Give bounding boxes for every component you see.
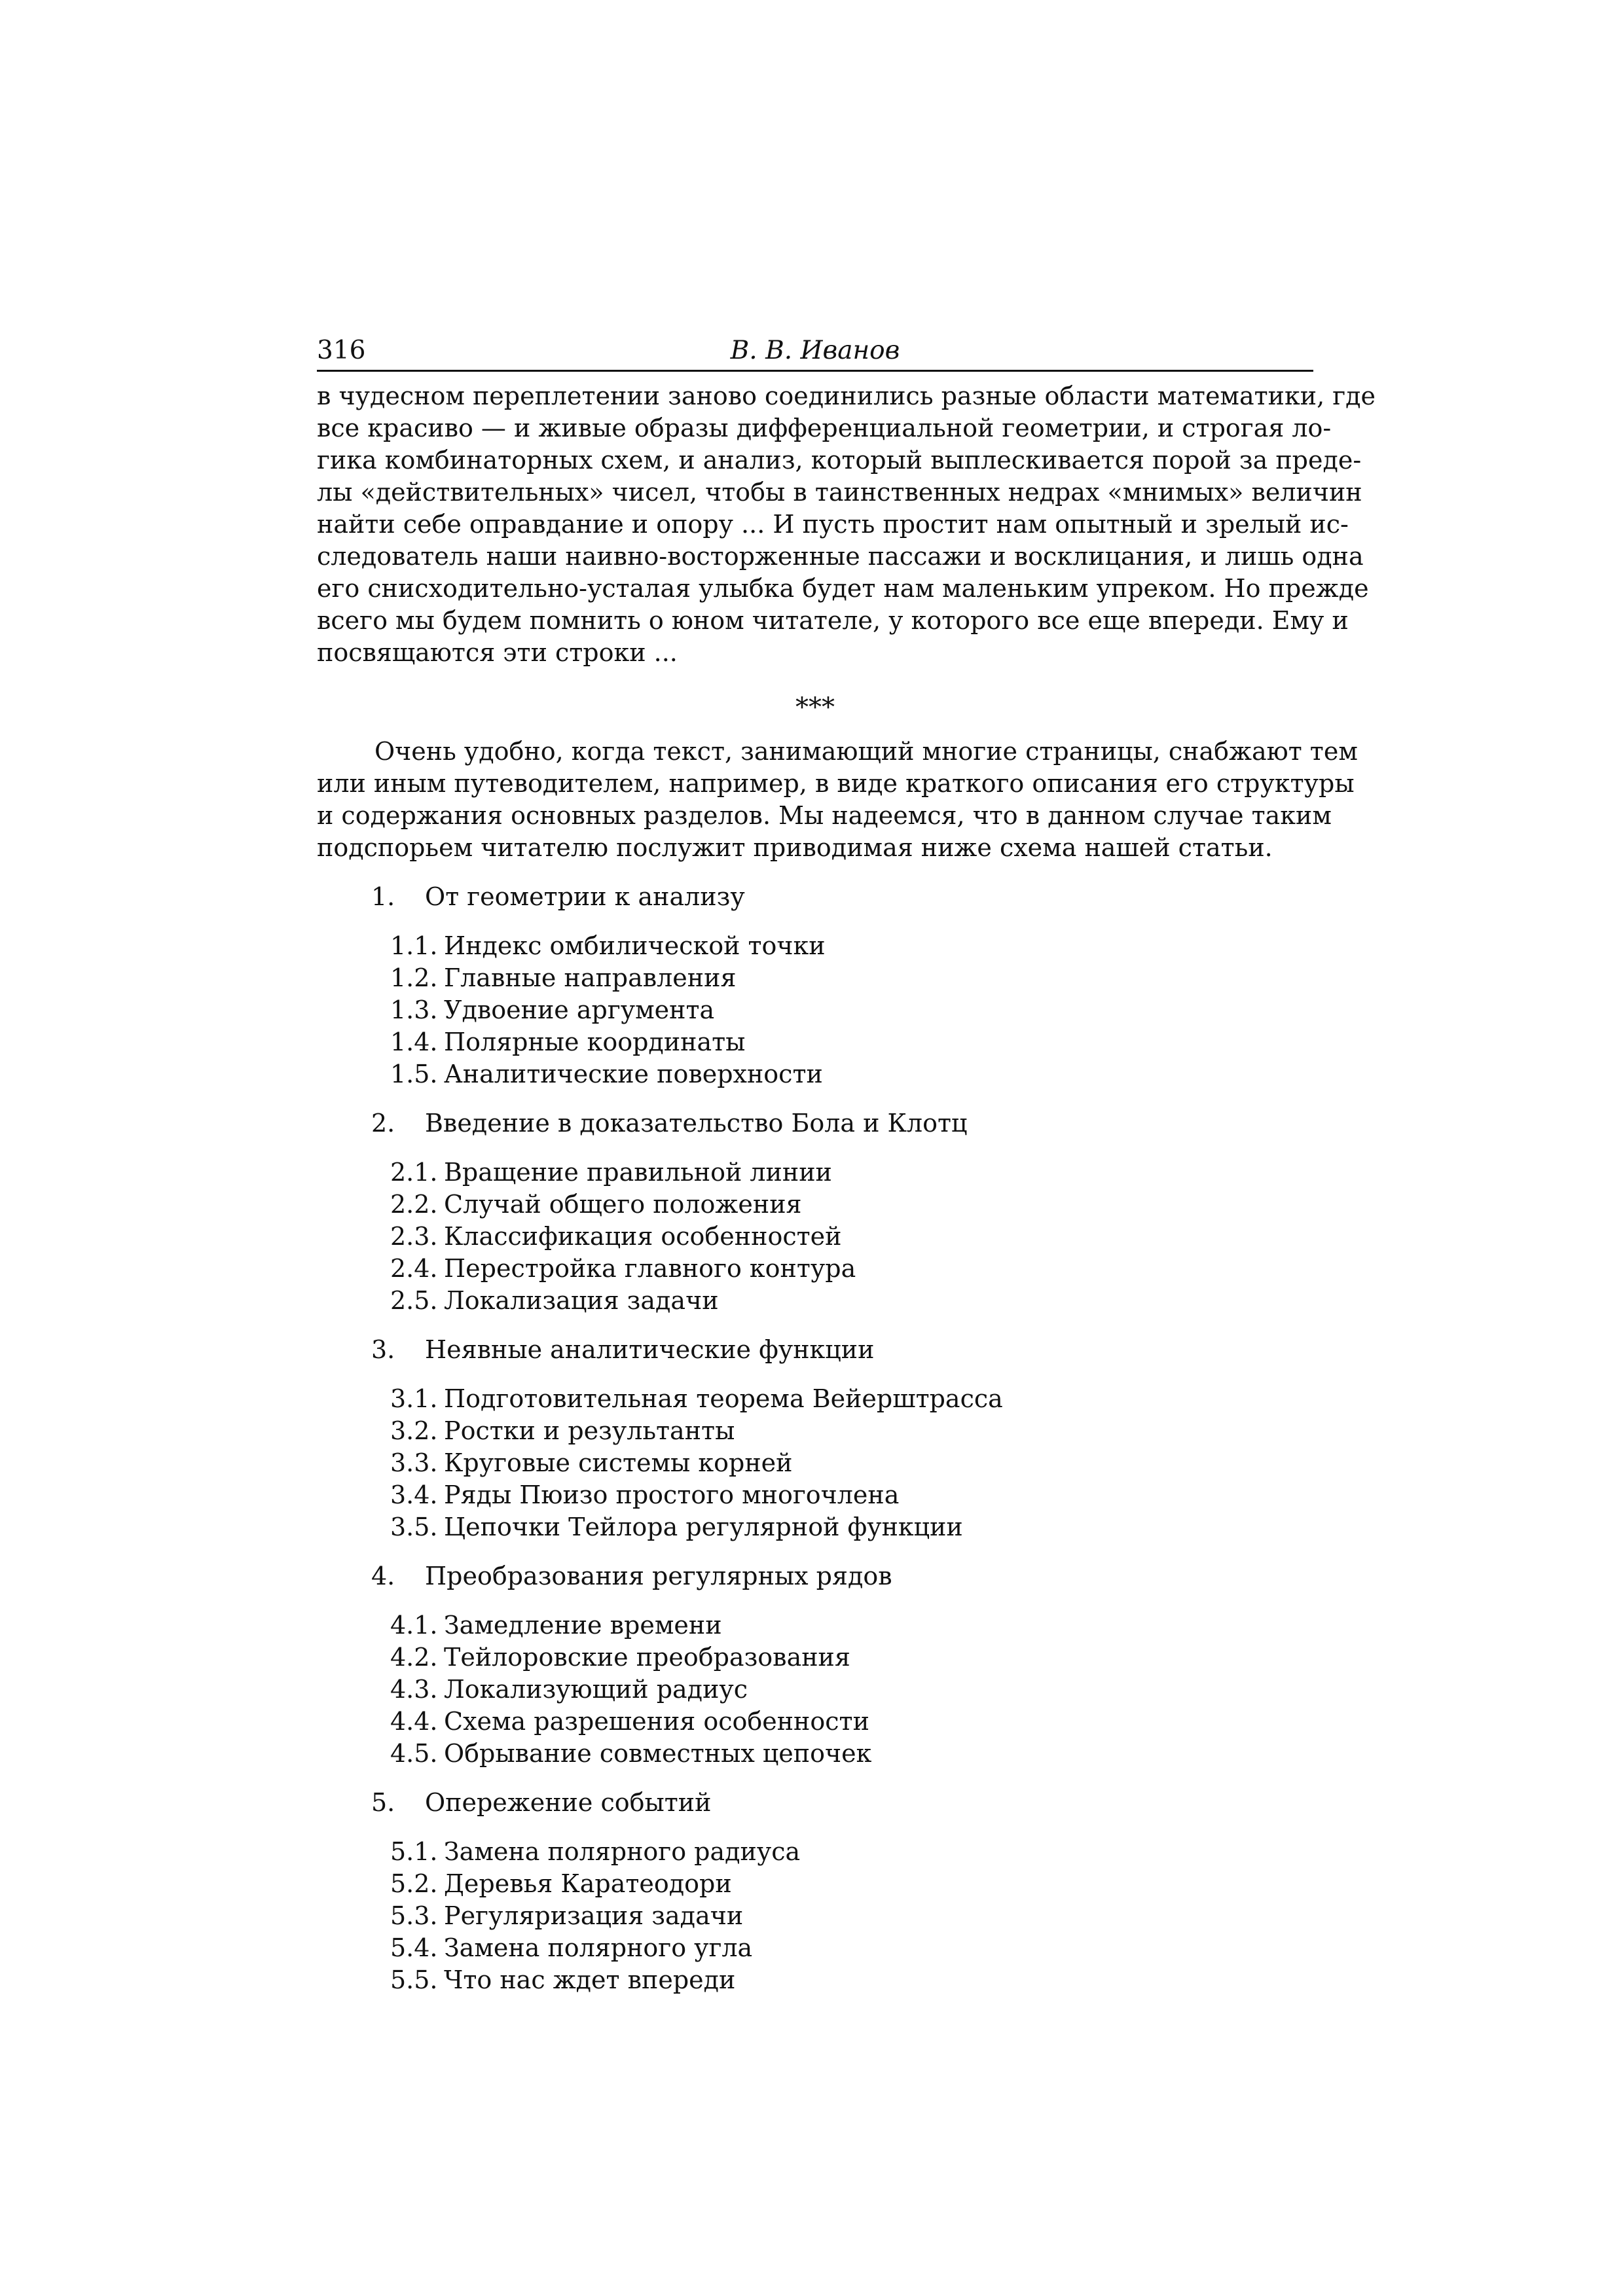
section-title: Преобразования регулярных рядов: [425, 1562, 892, 1590]
toc-subsection: [390, 1479, 1313, 1511]
subsection-number: 1.5.: [390, 1060, 438, 1088]
section-title: От геометрии к анализу: [425, 882, 745, 911]
toc-subsections: [317, 1157, 1313, 1317]
section-number: 4.: [371, 1562, 395, 1590]
subsection-title: Подготовительная теорема Вейерштрасса: [444, 1384, 1003, 1413]
subsection-number: 4.5.: [390, 1739, 438, 1768]
text-line: найти себе оправдание и опору ... И пусть простит нам опытный и зрелый ис-: [317, 510, 1349, 539]
text-line: лы «действительных» чисел, чтобы в таинственных недрах «мнимых» величин: [317, 478, 1362, 507]
toc-section: [317, 881, 1313, 1090]
text-line: все красиво — и живые образы дифференциальной геометрии, и строгая ло-: [317, 414, 1332, 442]
text-line: в чудесном переплетении заново соединились разные области математики, где: [317, 382, 1376, 410]
toc-subsection: [390, 1964, 1313, 1996]
toc-section: [317, 1560, 1313, 1770]
subsection-number: 5.3.: [390, 1901, 438, 1930]
section-number: 5.: [371, 1788, 395, 1817]
subsection-title: Регуляризация задачи: [444, 1901, 744, 1930]
subsection-title: Главные направления: [444, 963, 737, 992]
toc-subsection: [390, 1738, 1313, 1770]
subsection-number: 4.3.: [390, 1675, 438, 1704]
subsection-title: Ростки и результанты: [444, 1416, 735, 1445]
text-line: всего мы будем помнить о юном читателе, у которого все еще впереди. Ему и: [317, 606, 1349, 635]
subsection-title: Замена полярного радиуса: [444, 1837, 801, 1866]
text-line: его снисходительно-усталая улыбка будет нам маленьким упреком. Но прежде: [317, 574, 1369, 603]
page-number: 316: [317, 336, 366, 365]
toc-subsection: [390, 1026, 1313, 1058]
toc-section-title: [371, 1560, 1313, 1592]
table-of-contents: [317, 881, 1313, 1996]
subsection-number: 2.5.: [390, 1286, 438, 1315]
subsection-number: 5.4.: [390, 1933, 438, 1962]
toc-subsection: [390, 1253, 1313, 1285]
subsection-number: 5.2.: [390, 1869, 438, 1898]
subsection-number: 3.2.: [390, 1416, 438, 1445]
toc-subsection: [390, 962, 1313, 994]
paragraph-intro: [317, 736, 1358, 864]
subsection-title: Что нас ждет впереди: [444, 1965, 736, 1994]
subsection-title: Тейлоровские преобразования: [444, 1643, 850, 1672]
toc-subsection: [390, 1383, 1313, 1415]
section-number: 2.: [371, 1109, 395, 1138]
subsection-number: 4.1.: [390, 1611, 438, 1640]
toc-subsection: [390, 930, 1313, 962]
subsection-title: Ряды Пюизо простого многочлена: [444, 1480, 900, 1509]
page: [317, 331, 1376, 2013]
toc-subsection: [390, 1674, 1313, 1706]
toc-section-title: [371, 881, 1313, 913]
toc-subsection: [390, 1706, 1313, 1738]
toc-subsection: [390, 1447, 1313, 1479]
subsection-title: Обрывание совместных цепочек: [444, 1739, 872, 1768]
subsection-title: Замена полярного угла: [444, 1933, 753, 1962]
subsection-title: Цепочки Тейлора регулярной функции: [444, 1513, 963, 1541]
subsection-title: Случай общего положения: [444, 1190, 802, 1219]
section-title: Введение в доказательство Бола и Клотц: [425, 1109, 968, 1138]
text-line: и содержания основных разделов. Мы надеемся, что в данном случае таким: [317, 801, 1332, 830]
subsection-title: Замедление времени: [444, 1611, 722, 1640]
section-number: 1.: [371, 882, 395, 911]
text-line: подспорьем читателю послужит приводимая ниже схема нашей статьи.: [317, 833, 1273, 862]
subsection-number: 3.4.: [390, 1480, 438, 1509]
subsection-title: Аналитические поверхности: [444, 1060, 823, 1088]
subsection-title: Круговые системы корней: [444, 1448, 793, 1477]
subsection-title: Деревья Каратеодори: [444, 1869, 732, 1898]
subsection-title: Классификация особенностей: [444, 1222, 842, 1251]
toc-subsection: [390, 1641, 1313, 1674]
toc-section-title: [371, 1107, 1313, 1139]
running-title-author: В. В. Иванов: [730, 336, 900, 365]
subsection-number: 2.1.: [390, 1158, 438, 1187]
subsection-title: Полярные координаты: [444, 1028, 746, 1056]
toc-section: [317, 1334, 1313, 1543]
toc-subsection: [390, 1415, 1313, 1447]
section-number: 3.: [371, 1335, 395, 1364]
toc-section: [317, 1107, 1313, 1317]
section-separator: ***: [795, 692, 835, 723]
toc-subsection: [390, 1189, 1313, 1221]
text-line: или иным путеводителем, например, в виде краткого описания его структуры: [317, 769, 1355, 798]
subsection-title: Локализующий радиус: [444, 1675, 748, 1704]
subsection-number: 5.5.: [390, 1965, 438, 1994]
subsection-number: 4.4.: [390, 1707, 438, 1736]
subsection-number: 5.1.: [390, 1837, 438, 1866]
subsection-number: 3.5.: [390, 1513, 438, 1541]
toc-subsection: [390, 1157, 1313, 1189]
subsection-title: Локализация задачи: [444, 1286, 719, 1315]
toc-subsection: [390, 994, 1313, 1026]
toc-subsection: [390, 1058, 1313, 1090]
toc-subsection: [390, 1932, 1313, 1964]
text-line: Очень удобно, когда текст, занимающий многие страницы, снабжают тем: [374, 737, 1358, 766]
text-line: следователь наши наивно-восторженные пассажи и восклицания, и лишь одна: [317, 542, 1364, 571]
toc-subsection: [390, 1836, 1313, 1868]
subsection-number: 2.4.: [390, 1254, 438, 1283]
toc-section: [317, 1787, 1313, 1996]
subsection-number: 4.2.: [390, 1643, 438, 1672]
toc-subsection: [390, 1285, 1313, 1317]
toc-section-title: [371, 1334, 1313, 1366]
toc-subsections: [317, 1836, 1313, 1996]
toc-subsection: [390, 1900, 1313, 1932]
toc-subsection: [390, 1511, 1313, 1543]
text-line: посвящаются эти строки ...: [317, 638, 678, 667]
subsection-number: 1.2.: [390, 963, 438, 992]
subsection-number: 2.2.: [390, 1190, 438, 1219]
subsection-number: 1.3.: [390, 996, 438, 1024]
subsection-number: 2.3.: [390, 1222, 438, 1251]
subsection-title: Схема разрешения особенности: [444, 1707, 869, 1736]
subsection-number: 3.1.: [390, 1384, 438, 1413]
toc-section-title: [371, 1787, 1313, 1819]
subsection-number: 1.4.: [390, 1028, 438, 1056]
section-title: Опережение событий: [425, 1788, 712, 1817]
toc-subsection: [390, 1609, 1313, 1641]
toc-subsection: [390, 1221, 1313, 1253]
subsection-title: Перестройка главного контура: [444, 1254, 856, 1283]
subsection-number: 1.1.: [390, 931, 438, 960]
subsection-title: Удвоение аргумента: [444, 996, 715, 1024]
section-title: Неявные аналитические функции: [425, 1335, 875, 1364]
toc-subsections: [317, 1383, 1313, 1543]
text-line: гика комбинаторных схем, и анализ, который выплескивается порой за преде-: [317, 446, 1362, 475]
subsection-number: 3.3.: [390, 1448, 438, 1477]
subsection-title: Индекс омбилической точки: [444, 931, 826, 960]
running-header: [317, 331, 1313, 372]
toc-subsections: [317, 1609, 1313, 1770]
paragraph-continuation: [317, 380, 1376, 669]
toc-subsection: [390, 1868, 1313, 1900]
toc-subsections: [317, 930, 1313, 1090]
subsection-title: Вращение правильной линии: [444, 1158, 832, 1187]
